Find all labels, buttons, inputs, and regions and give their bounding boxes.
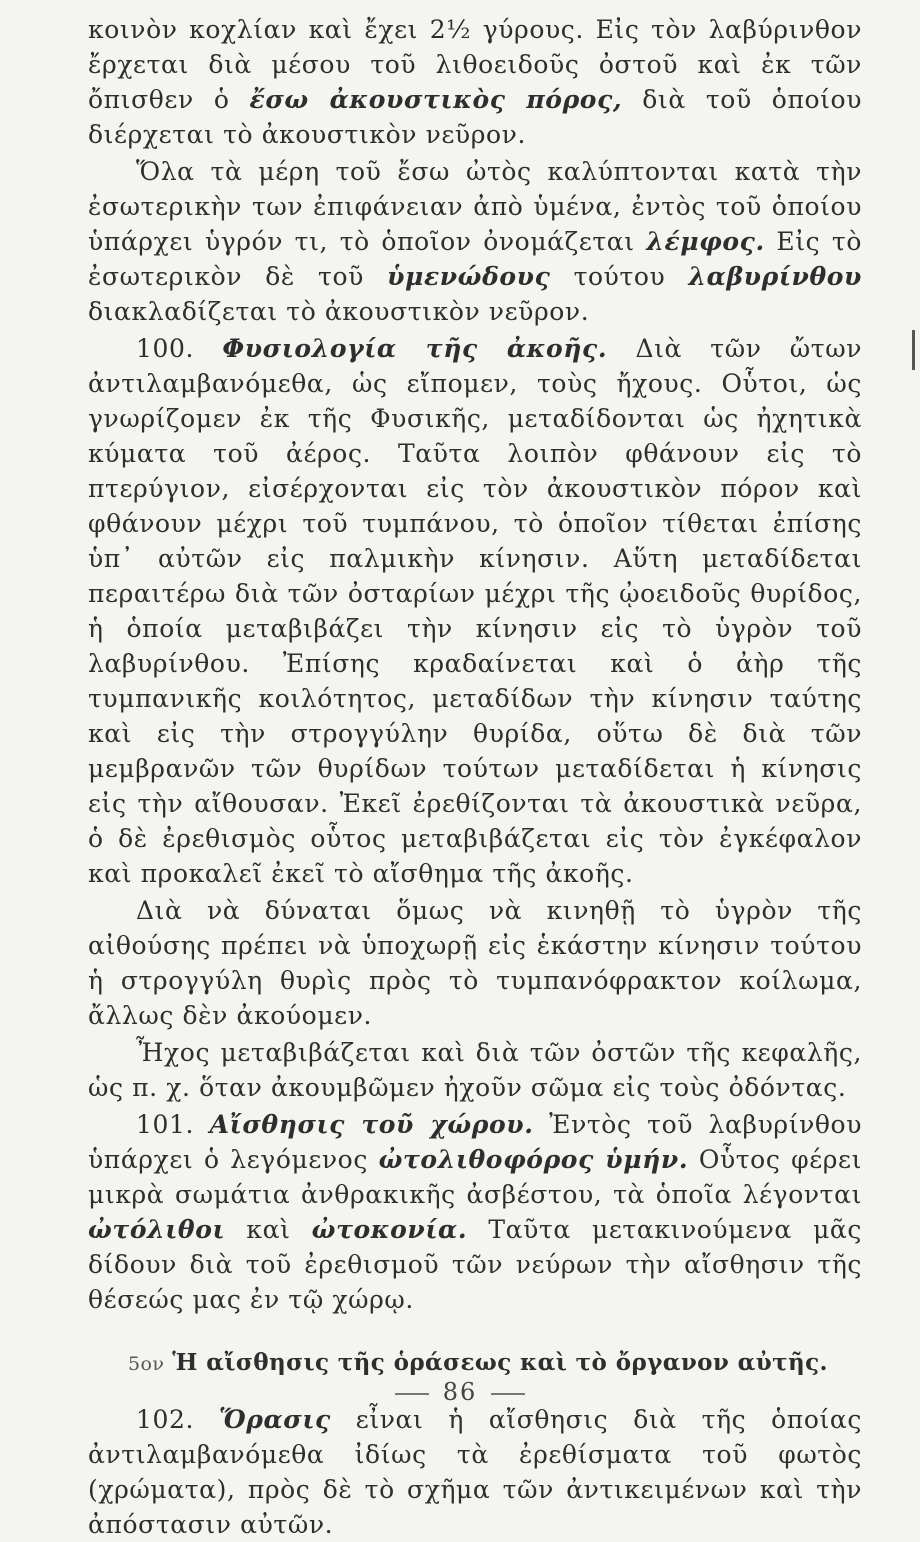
section-body: εἶναι ἡ αἴσθησις διὰ τῆς ὁποίας ἀντιλαμβανόμεθα ἰδίως τὰ ἐρεθίσματα τοῦ φωτὸς (χρώματα), πρὸς δὲ τὸ σχῆμα τῶν ἀντικειμένων καὶ τὴν ἀπόστασιν αὐτῶν. [88,1405,862,1539]
section-title: Φυσιολογία τῆς ἀκοῆς. [222,334,608,363]
section-101-sense-of-space [88,1107,862,1317]
page-number-value: 86 [442,1378,478,1406]
section-number: 102. [136,1405,219,1434]
text-run: Ἦχος μεταβιβάζεται καὶ διὰ τῶν ὀστῶν τῆς κεφαλῆς, ὡς π. χ. ὅταν ἀκουμβῶμεν ἠχοῦν σῶμα εἰς τοὺς ὀδόντας. [88,1038,862,1102]
chapter-title: Ἡ αἴσθησις τῆς ὁράσεως καὶ τὸ ὄργανον αὐτῆς. [172,1349,828,1376]
section-title: Αἴσθησις τοῦ χώρου. [209,1110,534,1139]
section-100-physiology-of-hearing [88,331,862,891]
folio-dash-left [395,1393,429,1395]
term-otoconia: ὠτοκονία. [311,1215,468,1244]
section-title: Ὅρασις [218,1405,331,1434]
text-run: Οὗτος φέρει μικρὰ σωμάτια ἀνθρακικῆς ἀσβέστου, τὰ ὁποῖα λέγονται [88,1145,862,1209]
paragraph-bone-conduction [88,1035,862,1105]
paragraph-inner-ear-continued [88,12,862,152]
text-run: Ἐντὸς τοῦ λαβυρίνθου ὑπάρχει ὁ λεγόμενος [88,1110,862,1174]
text-run: διὰ τοῦ ὁποίου διέρχεται τὸ ἀκουστικὸν νεῦρον. [88,85,862,149]
section-number: 100. [136,334,223,363]
folio-dash-right [491,1393,525,1395]
section-102-vision [88,1402,862,1542]
term-lymph: λέμφος. [646,227,765,256]
text-run: τούτου [550,262,689,291]
term-internal-auditory-meatus: ἔσω ἀκουστικὸς πόρος, [249,85,623,114]
chapter-number: 5ον [128,1353,165,1375]
term-otoliths: ὠτόλιθοι [88,1215,226,1244]
text-run: Διὰ νὰ δύναται ὅμως νὰ κινηθῇ τὸ ὑγρὸν τῆς αἰθούσης πρέπει νὰ ὑποχωρῇ εἰς ἑκάστην κίνησιν τούτου ἡ στρογγύλη θυρὶς πρὸς τὸ τυμπανόφρακτον κοίλωμα, ἄλλως δὲν ἀκούομεν. [88,896,862,1030]
chapter-heading-vision [128,1347,862,1380]
text-run: κοινὸν κοχλίαν καὶ ἔχει 2½ γύρους. Εἰς τὸν λαβύρινθον ἔρχεται διὰ μέσου τοῦ λιθοειδοῦς ὀστοῦ καὶ ἐκ τῶν ὄπισθεν ὁ [88,15,862,114]
page-edge-mark [912,330,915,370]
term-labyrinth: λαβυρίνθου [688,262,862,291]
text-run: διακλαδίζεται τὸ ἀκουστικὸν νεῦρον. [88,297,590,326]
section-body: Διὰ τῶν ὤτων ἀντιλαμβανόμεθα, ὡς εἴπομεν, τοὺς ἤχους. Οὗτοι, ὡς γνωρίζομεν ἐκ τῆς Φυσικῆς, μεταδίδονται ὡς ἠχητικὰ κύματα τοῦ ἀέρος. Ταῦτα λοιπὸν φθάνουν εἰς τὸ πτερύγιον, εἰσέρχονται εἰς τὸν ἀκουστικὸν πόρον καὶ φθάνουν μέχρι τοῦ τυμπάνου, τὸ ὁποῖον τίθεται ἐπίσης ὑπ᾿ αὐτῶν εἰς παλμικὴν κίνησιν. Αὕτη μεταδίδεται περαιτέρω διὰ τῶν ὀσταρίων μέχρι τῆς ᾠοειδοῦς θυρίδος, ἡ ὁποία μεταβιβάζει τὴν κίνησιν εἰς τὸ ὑγρὸν τοῦ λαβυρίνθου. Ἐπίσης κραδαίνεται καὶ ὁ ἀὴρ τῆς τυμπανικῆς κοιλότητος, μεταδίδων τὴν κίνησιν ταύτης καὶ εἰς τὴν στρογγύλην θυρίδα, οὕτω δὲ διὰ τῶν μεμβρανῶν τῶν θυρίδων τούτων μεταδίδεται ἡ κίνησις εἰς τὴν αἴθουσαν. Ἐκεῖ ἐρεθίζονται τὰ ἀκουστικὰ νεῦρα, ὁ δὲ ἐρεθισμὸς οὗτος μεταβιβάζεται εἰς τὸν ἐγκέφαλον καὶ προκαλεῖ ἐκεῖ τὸ αἴσθημα τῆς ἀκοῆς. [88,334,862,888]
page-number [0,1378,920,1406]
term-otolithic-membrane: ὠτολιθοφόρος ὑμήν. [378,1145,689,1174]
text-run: Ὅλα τὰ μέρη τοῦ ἔσω ὠτὸς καλύπτονται κατὰ τὴν ἐσωτερικὴν των ἐπιφάνειαν ἀπὸ ὑμένα, ἐντὸς τοῦ ὁποίου ὑπάρχει ὑγρόν τι, τὸ ὁποῖον ὀνομάζεται [88,157,862,256]
section-number: 101. [136,1110,210,1139]
paragraph-round-window [88,893,862,1033]
paragraph-lymph [88,154,862,329]
text-run: καὶ [225,1215,312,1244]
text-run: Ταῦτα μετακινούμενα μᾶς δίδουν διὰ τοῦ ἐρεθισμοῦ τῶν νεύρων τὴν αἴσθησιν τῆς θέσεώς μας ἐν τῷ χώρῳ. [88,1215,862,1314]
text-run: Εἰς τὸ ἐσωτερικὸν δὲ τοῦ [88,227,862,291]
term-membranous: ὑμενώδους [387,262,551,291]
